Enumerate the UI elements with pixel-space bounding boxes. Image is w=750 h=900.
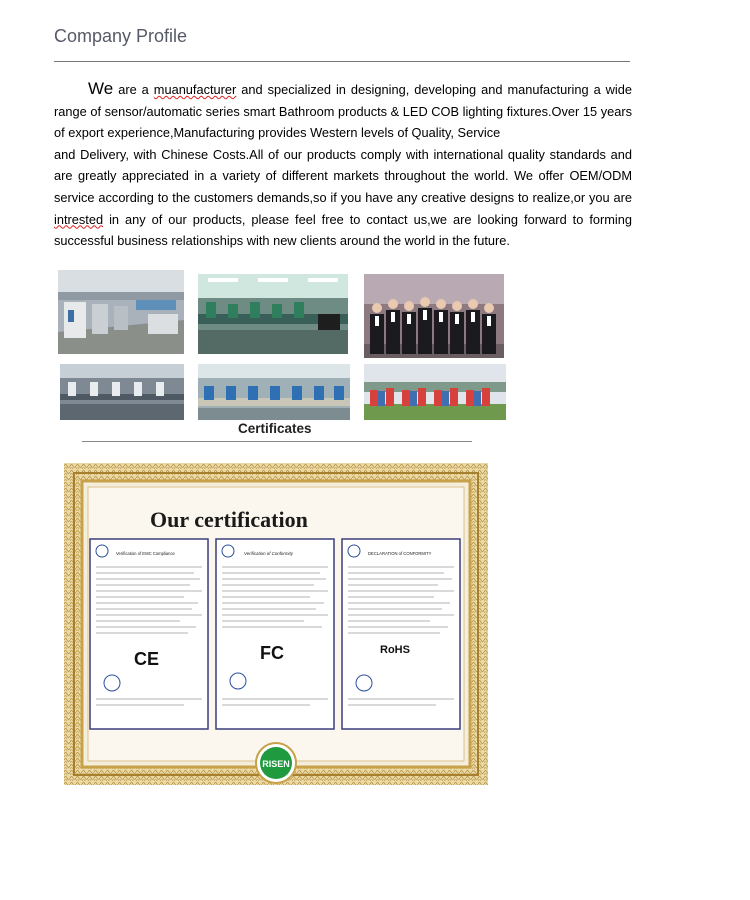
fcc-certificate-header: Verification of Conformity	[244, 551, 293, 556]
desc-text-4: in any of our products, please feel free to contact us,we are looking forward to forming successful business relationships with new clients around the world in the future.	[54, 211, 632, 249]
fcc-certificate-document	[216, 539, 334, 729]
certificates-divider	[82, 441, 472, 442]
factory-photo-blue-uniform-workers	[198, 364, 350, 420]
ce-mark: CE	[134, 649, 160, 669]
our-certification-title: Our certification	[150, 507, 308, 532]
factory-photo-workers	[60, 364, 184, 420]
certificates-heading: Certificates	[238, 421, 312, 436]
factory-photo-assembly-workshop	[198, 274, 348, 354]
emc-certificate-document	[90, 539, 208, 729]
team-outdoor-photo	[364, 364, 506, 420]
rohs-certificate-document	[342, 539, 460, 729]
risen-seal-text: RISEN	[262, 759, 290, 769]
title-divider	[54, 61, 630, 62]
desc-text-1: are a	[113, 82, 154, 97]
desc-text-2: and specialized in designing, developing and manufacturing a wide range of sensor/automatic series smart Bathroom products & LED COB lighting fixtures.Over 15 years of export experience,Manufacturing provides Western levels of Quality, Service	[54, 82, 632, 141]
misspelled-word: muanufacturer	[153, 82, 237, 97]
rohs-mark: RoHS	[380, 644, 410, 656]
risen-seal	[256, 743, 296, 783]
factory-photo-production-line	[58, 270, 184, 354]
page-title: Company Profile	[54, 26, 188, 46]
team-group-photo	[364, 274, 504, 358]
certification-image	[64, 463, 488, 785]
company-description	[54, 78, 632, 252]
rohs-certificate-header: DECLARATION of CONFORMITY	[368, 551, 432, 556]
fc-mark: FC	[260, 643, 284, 663]
desc-text-3: and Delivery, with Chinese Costs.All of our products comply with international quality standards and are greatly appreciated in a variety of different markets throughout the world. We offer OEM/ODM service according to the customers demands,so if you have any creative designs to realize,or you are	[54, 146, 632, 205]
first-word: We	[88, 79, 114, 98]
emc-certificate-header: Verification of EMC Compliance	[116, 551, 175, 556]
misspelled-word-2: intrested	[54, 211, 104, 227]
